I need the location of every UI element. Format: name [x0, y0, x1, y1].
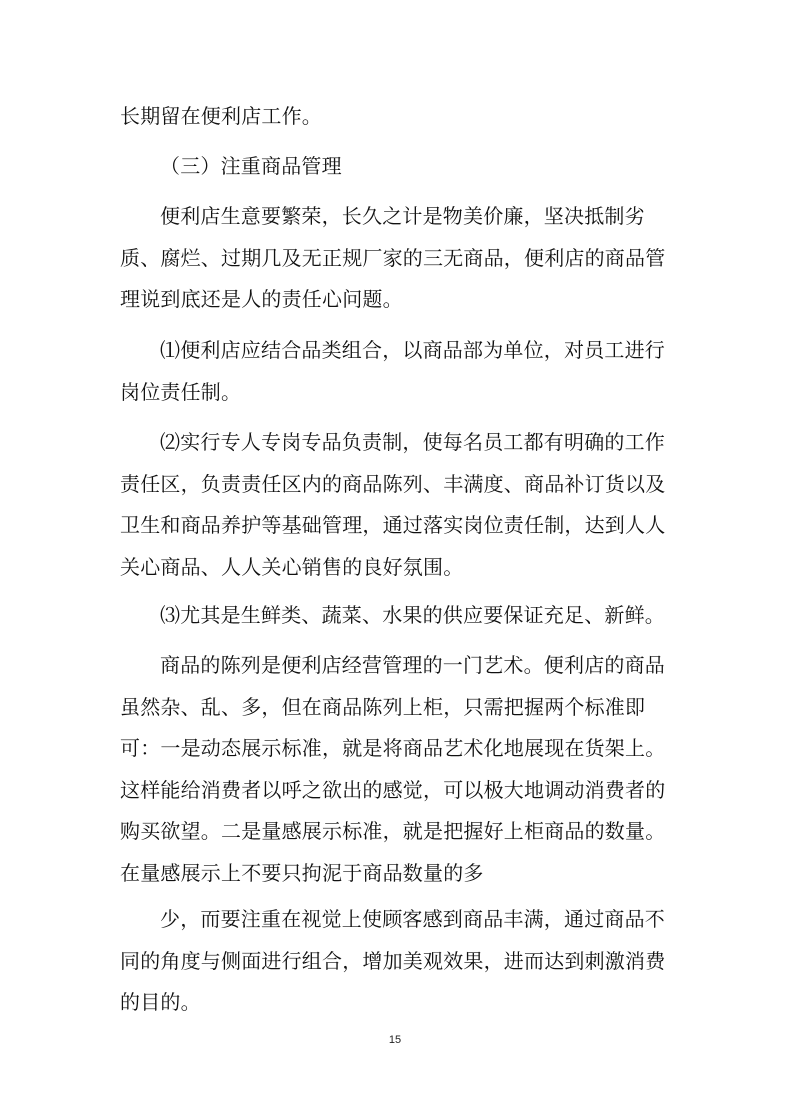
list-item-3: ⑶尤其是生鲜类、蔬菜、水果的供应要保证充足、新鲜。	[160, 603, 665, 627]
section-heading: （三）注重商品管理	[160, 154, 342, 178]
page-number: 15	[388, 1034, 402, 1046]
paragraph-continuation: 长期留在便利店工作。	[120, 104, 322, 128]
paragraph-display: 商品的陈列是便利店经营管理的一门艺术。便利店的商品虽然杂、乱、多，但在商品陈列上柜，只需把握两个标准即可：一是动态展示标准，就是将商品艺术化地展现在货架上。这样能给消费者以呼之欲出的感觉，可以极大地调动消费者的购买欲望。二是量感展示标准，就是把握好上柜商品的数量。在量感展示上不要只拘泥于商品数量的多	[120, 653, 666, 885]
list-item-1: ⑴便利店应结合品类组合，以商品部为单位，对员工进行岗位责任制。	[120, 338, 665, 404]
paragraph-display-continued: 少，而要注重在视觉上使顾客感到商品丰满，通过商品不同的角度与侧面进行组合，增加美观效果，进而达到刺激消费的目的。	[120, 907, 666, 1014]
list-item-2: ⑵实行专人专岗专品负责制，使每名员工都有明确的工作责任区，负责责任区内的商品陈列、丰满度、商品补订货以及卫生和商品养护等基础管理，通过落实岗位责任制，达到人人关心商品、人人关心销售的良好氛围。	[120, 430, 666, 579]
paragraph-intro: 便利店生意要繁荣，长久之计是物美价廉，坚决抵制劣质、腐烂、过期几及无正规厂家的三无商品，便利店的商品管理说到底还是人的责任心问题。	[120, 204, 666, 311]
